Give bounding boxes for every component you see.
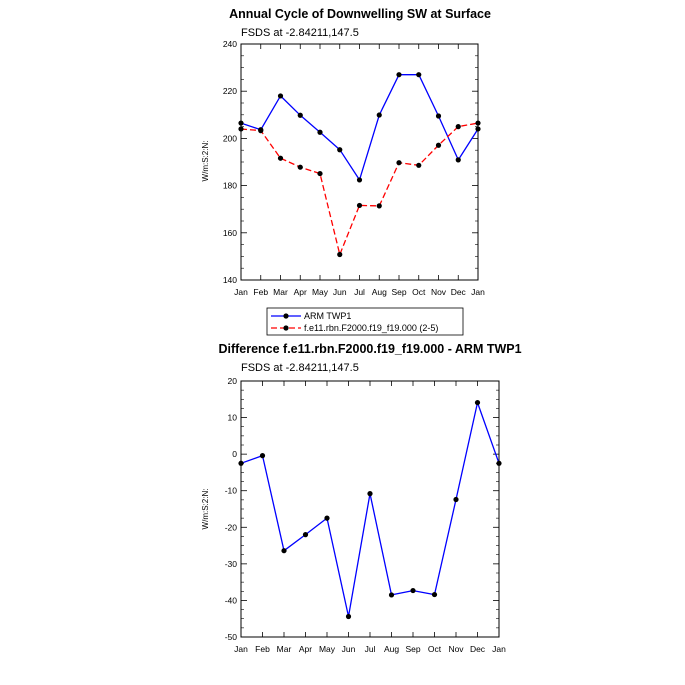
chart-title: Annual Cycle of Downwelling SW at Surface	[229, 7, 491, 21]
data-point	[281, 548, 286, 553]
series-layer	[241, 403, 499, 617]
y-tick-label: 160	[222, 227, 237, 238]
x-tick-label: Jan	[492, 644, 506, 654]
legend	[267, 308, 463, 335]
data-point	[475, 120, 480, 125]
data-point	[317, 171, 322, 176]
x-tick-label: Jul	[354, 287, 365, 297]
x-tick-label: May	[311, 287, 329, 297]
chart-title: Difference f.e11.rbn.F2000.f19_f19.000 - ARM TWP1	[218, 342, 522, 356]
y-tick-label: -10	[224, 485, 237, 496]
legend-label-arm-twp1: ARM TWP1	[304, 311, 352, 321]
x-tick-label: Mar	[276, 644, 292, 654]
axis-tick-labels	[223, 39, 485, 297]
x-tick-label: Nov	[448, 644, 464, 654]
data-point	[324, 516, 329, 521]
data-point	[475, 126, 480, 131]
y-tick-label: -20	[224, 522, 237, 533]
y-tick-label: -50	[224, 632, 237, 642]
y-tick-label: 0	[232, 449, 237, 460]
data-point	[456, 124, 461, 129]
y-tick-label: 20	[227, 376, 237, 386]
data-point	[377, 112, 382, 117]
data-point	[298, 165, 303, 170]
axis-ticks	[241, 44, 478, 280]
axis-tick-labels	[225, 376, 506, 654]
y-axis-label: W/m:S:2:N:	[201, 140, 210, 182]
data-point	[432, 592, 437, 597]
data-point	[258, 128, 263, 133]
data-point	[377, 203, 382, 208]
data-point	[238, 126, 243, 131]
x-tick-label: Aug	[383, 644, 400, 654]
data-point	[367, 491, 372, 496]
data-point	[337, 147, 342, 152]
chart-subtitle: FSDS at -2.84211,147.5	[241, 362, 359, 374]
data-point	[260, 453, 265, 458]
legend-marker-arm-twp1	[283, 313, 288, 318]
data-point	[303, 532, 308, 537]
y-axis-label: W/m:S:2:N:	[201, 488, 210, 530]
data-point	[396, 72, 401, 77]
x-tick-label: Jun	[341, 644, 356, 654]
data-point	[453, 497, 458, 502]
markers-layer	[238, 400, 501, 619]
axis-ticks	[241, 381, 499, 637]
data-point	[346, 614, 351, 619]
x-tick-label: Apr	[293, 287, 307, 297]
data-point	[496, 461, 501, 466]
x-tick-label: May	[318, 644, 336, 654]
difference-chart	[201, 342, 522, 654]
series-line-1	[241, 123, 478, 254]
data-point	[317, 130, 322, 135]
data-point	[238, 120, 243, 125]
x-tick-label: Sep	[405, 644, 421, 654]
chart-subtitle: FSDS at -2.84211,147.5	[241, 27, 359, 39]
plot-frame	[241, 44, 478, 280]
series-line-0	[241, 403, 499, 617]
series-line-0	[241, 75, 478, 180]
plot-frame	[241, 381, 499, 637]
data-point	[357, 203, 362, 208]
y-tick-label: 240	[222, 39, 237, 49]
x-tick-label: Dec	[469, 644, 486, 654]
annual-cycle-chart	[201, 7, 491, 335]
x-tick-label: Mar	[273, 287, 288, 297]
x-tick-label: Jan	[234, 644, 248, 654]
data-point	[410, 588, 415, 593]
y-tick-label: -30	[224, 558, 237, 569]
y-tick-label: -40	[224, 595, 237, 606]
markers-layer	[238, 72, 480, 257]
series-layer	[241, 75, 478, 255]
data-point	[475, 400, 480, 405]
data-point	[436, 143, 441, 148]
data-point	[389, 592, 394, 597]
data-point	[357, 177, 362, 182]
y-tick-label: 10	[227, 412, 237, 423]
x-tick-label: Jun	[332, 287, 347, 297]
y-tick-label: 140	[222, 275, 237, 285]
legend-label-model: f.e11.rbn.F2000.f19_f19.000 (2-5)	[304, 323, 439, 333]
y-tick-label: 200	[222, 133, 237, 144]
data-point	[278, 156, 283, 161]
y-tick-label: 180	[222, 180, 237, 191]
x-tick-label: Feb	[255, 644, 270, 654]
x-tick-label: Feb	[253, 287, 269, 297]
x-tick-label: Nov	[430, 287, 447, 297]
x-tick-label: Apr	[298, 644, 313, 654]
x-tick-label: Dec	[450, 287, 466, 297]
data-point	[337, 252, 342, 257]
data-point	[298, 113, 303, 118]
x-tick-label: Aug	[371, 287, 387, 297]
data-point	[278, 93, 283, 98]
data-point	[238, 461, 243, 466]
data-point	[456, 157, 461, 162]
x-tick-label: Jan	[471, 287, 485, 297]
y-tick-label: 220	[222, 86, 237, 97]
data-point	[396, 160, 401, 165]
x-tick-label: Oct	[427, 644, 442, 654]
data-point	[416, 72, 421, 77]
x-tick-label: Jul	[364, 644, 376, 654]
x-tick-label: Sep	[391, 287, 407, 297]
data-point	[416, 163, 421, 168]
legend-marker-model	[283, 325, 288, 330]
data-point	[436, 113, 441, 118]
x-tick-label: Jan	[234, 287, 248, 297]
x-tick-label: Oct	[412, 287, 426, 297]
